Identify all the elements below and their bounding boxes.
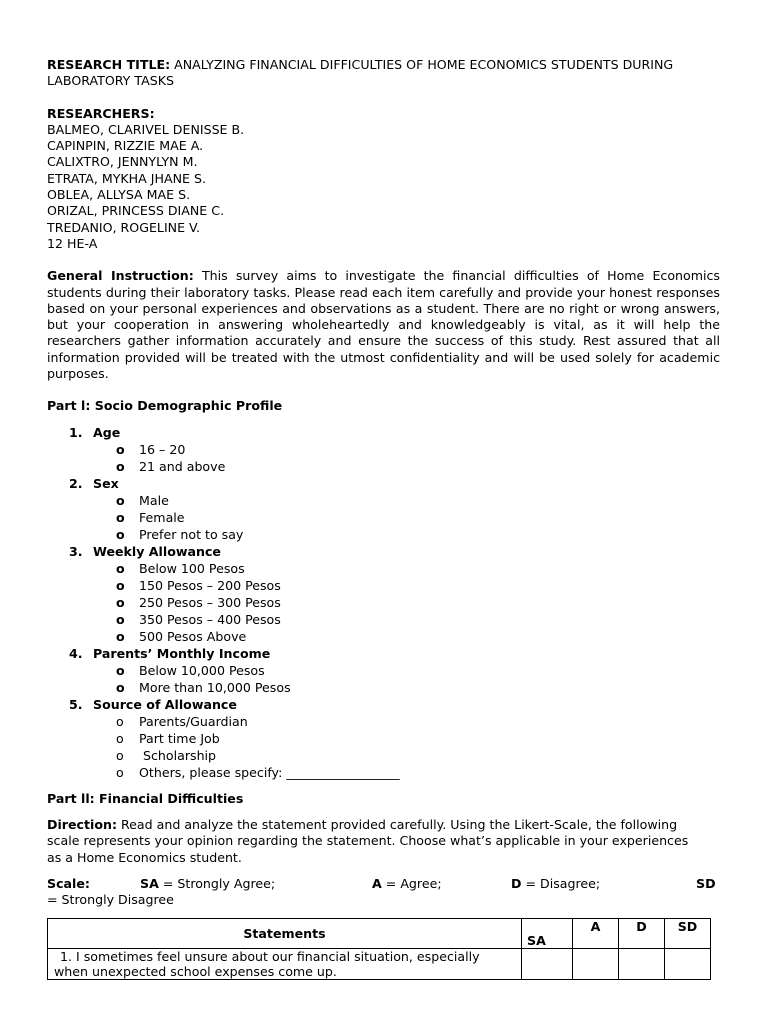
table-header-row [48,919,711,949]
option-sex-female[interactable]: o Female [116,509,185,525]
option-source-parents[interactable]: o Parents/Guardian [116,713,248,729]
part1-title: Part l: Socio Demographic Profile [47,398,283,414]
researcher-name: CALIXTRO, JENNYLYN M. [47,154,198,170]
research-title-label: RESEARCH TITLE: [47,57,171,72]
question-label: Source of Allowance [93,696,237,712]
question-parents-income: 4. Parents’ Monthly Income o Below 10,000 Pesos o More than 10,000 Pesos [47,645,720,696]
researcher-name: ETRATA, MYKHA JHANE S. [47,170,206,186]
option-sex-prefer-not[interactable]: o Prefer not to say [116,526,244,542]
bullet-icon: o [116,713,124,729]
answer-cell-a[interactable] [573,949,619,980]
bullet-icon: o [116,730,124,746]
table-row [48,949,711,980]
research-title [47,57,720,73]
question-label: Weekly Allowance [93,543,221,559]
option-allowance-3[interactable]: o 250 Pesos – 300 Pesos [116,594,281,610]
bullet-icon: o [116,441,125,457]
column-header-statements: Statements [48,919,522,949]
bullet-icon: o [116,577,125,593]
direction-text: as a Home Economics student. [47,849,242,865]
researcher-name: OBLEA, ALLYSA MAE S. [47,187,191,203]
scale-legend [47,876,720,892]
direction-text: scale represents your opinion regarding the statement. Choose what’s applicable in your experiences [47,833,689,849]
option-allowance-2[interactable]: o 150 Pesos – 200 Pesos [116,577,281,593]
direction [47,817,720,833]
bullet-icon: o [116,679,125,695]
scale-d: D = Disagree; [511,875,601,891]
option-source-scholarship[interactable]: o Scholarship [116,747,217,763]
question-label: Parents’ Monthly Income [93,645,271,661]
research-title-text: ANALYZING FINANCIAL DIFFICULTIES OF HOME ECONOMICS STUDENTS DURING [174,57,674,72]
column-header-a: A [573,919,619,949]
scale-sd-text: = Strongly Disagree [47,891,174,907]
option-allowance-1[interactable]: o Below 100 Pesos [116,560,245,576]
bullet-icon: o [116,509,125,525]
researcher-name: ORIZAL, PRINCESS DIANE C. [47,203,225,219]
option-source-others[interactable]: o Others, please specify: __________________ [116,764,400,780]
answer-cell-sa[interactable] [522,949,573,980]
option-age-21-above[interactable]: o 21 and above [116,458,226,474]
column-header-d: D [619,919,665,949]
researcher-name: TREDANIO, ROGELINE V. [47,219,201,235]
bullet-icon: o [116,628,125,644]
researchers-label: RESEARCHERS: [47,105,155,121]
general-instruction [47,268,720,382]
bullet-icon: o [116,662,125,678]
question-weekly-allowance: 3. Weekly Allowance o Below 100 Pesos o 150 Pesos – 200 Pesos o 250 Pesos – 300 Pesos o 350 Pesos – 400 Pesos o 500 Pesos Above [47,543,720,645]
option-allowance-5[interactable]: o 500 Pesos Above [116,628,247,644]
column-header-sa: SA [522,919,573,949]
document-page [47,57,720,908]
option-income-below[interactable]: o Below 10,000 Pesos [116,662,265,678]
scale-a: A = Agree; [372,875,442,891]
bullet-icon: o [116,458,125,474]
likert-table [47,918,711,980]
demographic-questions [47,424,720,781]
option-allowance-4[interactable]: o 350 Pesos – 400 Pesos [116,611,281,627]
column-header-sd: SD [665,919,711,949]
option-sex-male[interactable]: o Male [116,492,169,508]
option-source-job[interactable]: o Part time Job [116,730,220,746]
general-instruction-text: This survey aims to investigate the financial difficulties of Home Economics students during their laboratory tasks. Please read each item carefully and provide your honest responses based on your personal experiences and observations as a student. There are no right or wrong answers, but your cooperation in answering wholeheartedly and knowledgeably is vital, as it will help the researchers gather information accurately and ensure the success of this study. Rest assured that all information provided will be treated with the utmost confidentiality and will be used solely for academic purposes. [47,268,720,382]
scale-sa: SA = Strongly Agree; [140,875,276,891]
research-title-continued: LABORATORY TASKS [47,73,174,89]
direction-text: Read and analyze the statement provided carefully. Using the Likert-Scale, the following [121,816,678,832]
direction-label: Direction: [47,816,117,832]
statement-cell: 1. I sometimes feel unsure about our financial situation, especially when unexpected school expenses come up. [48,949,522,980]
bullet-icon: o [116,594,125,610]
answer-cell-sd[interactable] [665,949,711,980]
general-instruction-label: General Instruction: [47,268,194,284]
bullet-icon: o [116,611,125,627]
bullet-icon: o [116,560,125,576]
bullet-icon: o [116,492,125,508]
researchers-section: 12 HE-A [47,235,98,251]
answer-cell-d[interactable] [619,949,665,980]
question-label: Age [93,424,121,440]
part2-title: Part ll: Financial Difficulties [47,790,244,806]
question-label: Sex [93,475,119,491]
question-source-of-allowance: 5. Source of Allowance o Parents/Guardian o Part time Job o Scholarship o Others, please specify: __________________ [47,696,720,781]
bullet-icon: o [116,526,125,542]
researcher-name: BALMEO, CLARIVEL DENISSE B. [47,121,245,137]
researcher-name: CAPINPIN, RIZZIE MAE A. [47,138,204,154]
question-sex: 2. Sex o Male o Female o Prefer not to say [47,475,720,543]
scale-sd: SD [696,875,716,891]
question-age: 1. Age o 16 – 20 o 21 and above [47,424,720,475]
option-income-above[interactable]: o More than 10,000 Pesos [116,679,291,695]
option-age-16-20[interactable]: o 16 – 20 [116,441,186,457]
bullet-icon: o [116,747,124,763]
bullet-icon: o [116,764,124,780]
scale-label: Scale: [47,875,90,891]
